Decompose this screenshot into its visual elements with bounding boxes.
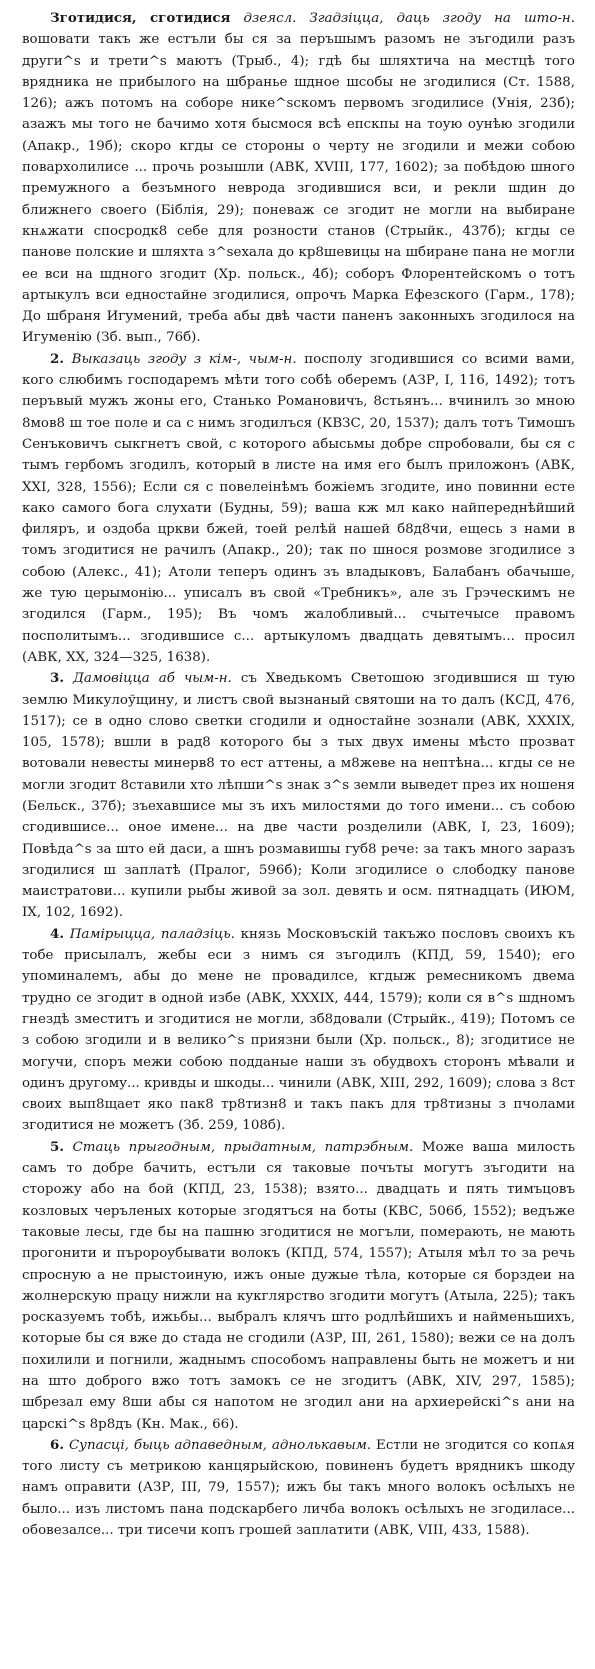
sense-gloss: Выказаць згоду з кім-, чым-н. (71, 351, 297, 367)
sense-number: 5. (50, 1138, 64, 1155)
sense-citations: князь Московъскій такъжо пословъ своихъ къ тобе присылалъ, жебы еси з нимъ ся зъгодилъ (КПД, 59, 1540); его упоминалемъ, абы до мене не провадилсе, кгдыж ремесникомъ двема трудно се згодит в одной избе (АВК, XXXIX, 444, 1579); коли ся в^s шдномъ гнездѣ зместитъ и згодитися не могли, зб8довали (Стрыйк., 419); Потомъ се з собою згодили и в велико^s приязни были (Хр. польск., 8); згодитисе не могучи, споръ межи собою подданые наши зъ обудвоxъ сторонъ мѣвали и одинъ другому... кривды и шкоды... чинили (АВК, XIII, 292, 1609); слова з 8ст своих вып8щает яко пак8 тр8тизн8 и такъ пакъ для тр8тизны з пчолами згодитися не можетъ (Зб. 259, 108б). (22, 926, 576, 1134)
sense-gloss: Памірыцца, паладзіць. (69, 926, 235, 942)
part-of-speech: дзеясл. (243, 11, 297, 26)
entry-sense-1 (22, 8, 575, 349)
sense-citations: Може ваша милость самъ то добре бачить, естъли ся таковые почъты могутъ зъгодити на сторожу або на бой (КПД, 23, 1538); взято... двадцать и пять тимъцовъ козловых черъленых которые згодятъся на боты (КВС, 506б, 1552); ведъже таковые лесы, где бы на пашню згодитися не могъли, померають, не мають прогонити и пъророубывати волокъ (КПД, 574, 1557); Атыля мѣл то за речь спросную а не прыстоиную, ижъ оные дужые тѣла, которые ся борздеи на жолнерскую працу нижли на кукглярство згодити могутъ (Атыла, 225); такъ росказуемъ тобѣ, ижьбы... выбралъ клячъ што родлѣйшихъ и найменьшихъ, которые бы ся вже до стада не сгодили (АЗР, III, 261, 1580); вежи се на долъ похилили и погнили, жаднымъ способомъ направлены быть не можетъ и ни на што доброго вжо тотъ замокъ се не згодитъ (АВК, XIV, 297, 1585); шбрезал ему 8ши абы ся напотом не згодил ани на архиерейскі^s ани на царскі^s 8р8дъ (Кн. Мак., 66). (22, 1139, 576, 1432)
sense-number: 4. (50, 925, 64, 942)
entry-sense-4 (22, 924, 575, 1137)
sense-gloss: Згадзіцца, даць згоду на што-н. (309, 11, 575, 26)
sense-number: 2. (50, 350, 64, 367)
sense-citations: вошовати такъ же естъли бы ся за перъшымъ разомъ не зъгодили разъ други^s и трети^s маютъ (Трыб., 4); гдѣ бы шляхтича на местцѣ того врядника не прибылого на шбранье шдное шсобы не згодилися (Ст. 1588, 126); ажъ потомъ на соборе нике^sскомъ первомъ згодилисе (Унія, 23б); азажъ мы того не бачимо хотя бысмося всѣ епскпы на тоую оунѣю згодили (Апакр., 19б); скоро кгды се стороны о черту не згодили и межи собою повархолилисе ... прочь розышли (АВК, XVIII, 177, 1602); за побѣдою шного премужного а безъмного невродa згодившися вси, и рекли шдин до ближнего своего (Біблія, 29); поневаж се згодит не могли на выбиране кнѧжати спосродк8 себе для розности станов (Стрыйк., 437б); кгды се панове полские и шляхта з^sехала до кр8шевицы на шбиране пана не могли ее вси на шдного згодит (Хр. польск., 4б); соборъ Флорентейскомъ о тотъ артыкулъ вси едностайне згодилися, опрочъ Марка Ефезского (Гарм., 178); До шбраня Игумений, треба абы двѣ части паненъ законныхъ згодилося на Игуменію (Зб. вып., 76б). (22, 32, 575, 346)
entry-sense-6 (22, 1435, 575, 1541)
headword: Зготидися, сготидися (50, 10, 231, 26)
sense-citations: Естли не згодится со копѧя того листу съ метрикою канцярыйскою, повиненъ будетъ врядникъ шкоду намъ оправити (АЗР, III, 79, 1557); ижъ бы такъ много волокъ осѣлыхъ не было... изъ листомъ пана подскарбего личба волокъ осѣлыхъ не згодиласе... обовезалсе... три тисечи копъ грошей заплатити (АВК, VIII, 433, 1588). (22, 1437, 575, 1539)
sense-citations: съ Хведькомъ Светошою згодившися ш тую землю Микулоўщину, и листъ свой вызнаный святоши на то далъ (КСД, 476, 1517); се в одно слово светки сгодили и одностайне зознали (АВК, XXXIX, 105, 1578); вшли в рад8 которого бы з тых двух имены мѣсто прозват вотовали невесты минерв8 то ест аттены, а м8жеве на нептѣна... кгды се не могли згодит 8ставили хто лѣпши^s знак з^s земли выведет през их ношеня (Бельск., 37б); зъехавшисе мы зъ ихъ милостями до того имени... съ собою сгодившисе... оное имене... на две части розделили (АВК, I, 23, 1609); Повѣда^s за што ей даси, а шнъ розмавишы губ8 рече: за такъ много заразъ згодилися ш заплатѣ (Пралог, 596б); Коли згодилисе о слободку панове маистратови... купили рыбы живой за зол. девять и осм. пятнадцать (ИЮМ, IX, 102, 1692). (22, 671, 575, 921)
sense-citations: посполу згодившися со всими вами, кого слюбимъ господаремъ мѣти того собѣ оберемъ (АЗР, I, 116, 1492); тотъ перъвый мужъ жоны его, Станько Романовичъ, 8стьянъ... вчинилъ зо мною 8мов8 ш тое поле и са с нимъ згодилъся (КВЗС, 20, 1537); далъ тотъ Тимошъ Сенъковичъ сыкгнетъ свой, с которого абысьмы добре спробовали, бы ся с тымъ гербомъ згодилъ, который в листе на имя его былъ приложонъ (АВК, XXI, 328, 1556); Если ся с повелеінѣмъ божіемъ згодите, ино повинни есте како самого бога слухати (Будны, 59); ваша кж мл како найпереднѣйший филяръ, и оздоба цркви бжей, тоей релѣй нашей б8д8чи, ещесь з нами в томъ згодитися не рачилъ (Апакр., 20); так по шнося розмове згодилисе з собою (Алекс., 41); Атоли теперъ одинъ зъ владыковъ, Балабанъ обачыше, же тую церымонію... уписалъ въ свой «Требникъ», але зъ Грэческимъ не згодился (Гарм., 195); Въ чомъ жалобливый... счытечысе правомъ посполитымъ... згодившисе с... артыкуломъ двадцать девятымъ... просил (АВК, XX, 324—325, 1638). (22, 351, 576, 665)
entry-sense-3 (22, 668, 575, 924)
entry-sense-5 (22, 1137, 575, 1435)
sense-number: 3. (50, 670, 64, 687)
sense-gloss: Дамовіцца аб чым-н. (73, 671, 232, 687)
sense-number: 6. (50, 1436, 64, 1453)
sense-gloss: Супасці, быць адпаведным, аднолькавым. (68, 1437, 372, 1453)
sense-gloss: Стаць прыгодным, прыдатным, патрэбным. (72, 1139, 414, 1155)
entry-sense-2 (22, 349, 575, 668)
